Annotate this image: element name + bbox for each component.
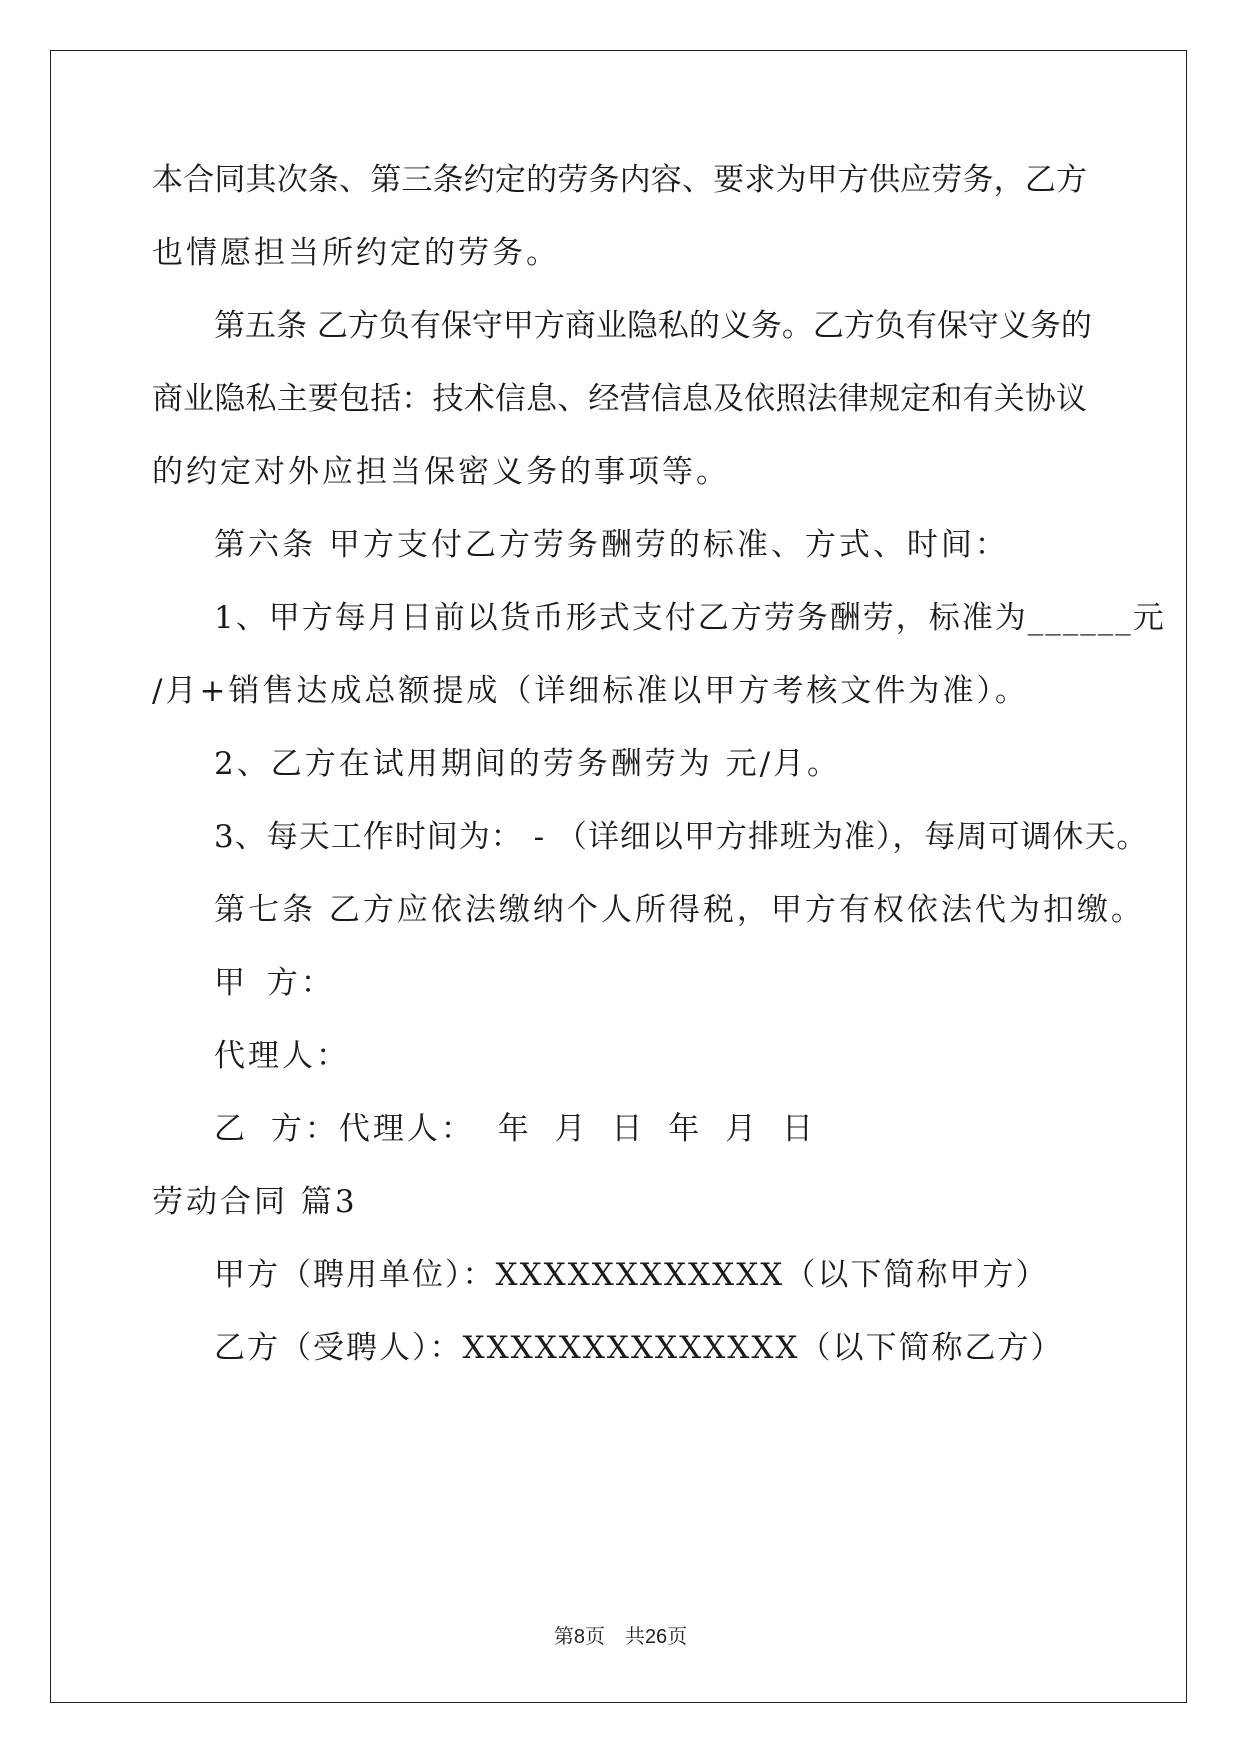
footer-suffix: 页 <box>667 1626 688 1648</box>
footer-prefix: 第 <box>553 1626 574 1648</box>
article-6-item-3: 3、每天工作时间为： - （详细以甲方排班为准），每周可调休天。 <box>214 819 1149 855</box>
page-footer <box>0 1620 1241 1649</box>
party-b-signature-line: 乙 方：代理人： 年 月 日 年 月 日 <box>214 1111 816 1147</box>
article-7-heading: 第七条 乙方应依法缴纳个人所得税，甲方有权依法代为扣缴。 <box>214 892 1145 928</box>
party-a-label: 甲 方： <box>214 965 335 1001</box>
section-title-labor-contract-3: 劳动合同 篇3 <box>152 1184 358 1220</box>
text-line-2: 也情愿担当所约定的劳务。 <box>152 235 560 271</box>
article-5-heading: 第五条 乙方负有保守甲方商业隐私的义务。乙方负有保守义务的 <box>214 308 1092 344</box>
article-6-item-1: 1、甲方每月日前以货币形式支付乙方劳务酬劳，标准为______元 <box>214 600 1166 636</box>
agent-label: 代理人： <box>214 1038 350 1074</box>
page-border <box>50 50 1187 1703</box>
text-line-5: 的约定对外应担当保密义务的事项等。 <box>152 454 730 490</box>
text-line-1: 本合同其次条、第三条约定的劳务内容、要求为甲方供应劳务，乙方 <box>152 162 1087 198</box>
footer-total-pages: 26 <box>644 1626 668 1648</box>
article-6-item-1-cont: /月+销售达成总额提成（详细标准以甲方考核文件为准）。 <box>152 673 1029 709</box>
footer-mid: 页 共 <box>584 1626 645 1648</box>
party-a-employer: 甲方（聘用单位）：XXXXXXXXXXXX（以下简称甲方） <box>214 1257 1049 1293</box>
text-line-4: 商业隐私主要包括：技术信息、经营信息及依照法律规定和有关协议 <box>152 381 1087 417</box>
article-6-heading: 第六条 甲方支付乙方劳务酬劳的标准、方式、时间： <box>214 527 1009 563</box>
footer-current-page: 8 <box>573 1626 585 1648</box>
party-b-employee: 乙方（受聘人）：XXXXXXXXXXXXXX（以下简称乙方） <box>214 1330 1064 1366</box>
article-6-item-2: 2、乙方在试用期间的劳务酬劳为 元/月。 <box>214 746 842 782</box>
